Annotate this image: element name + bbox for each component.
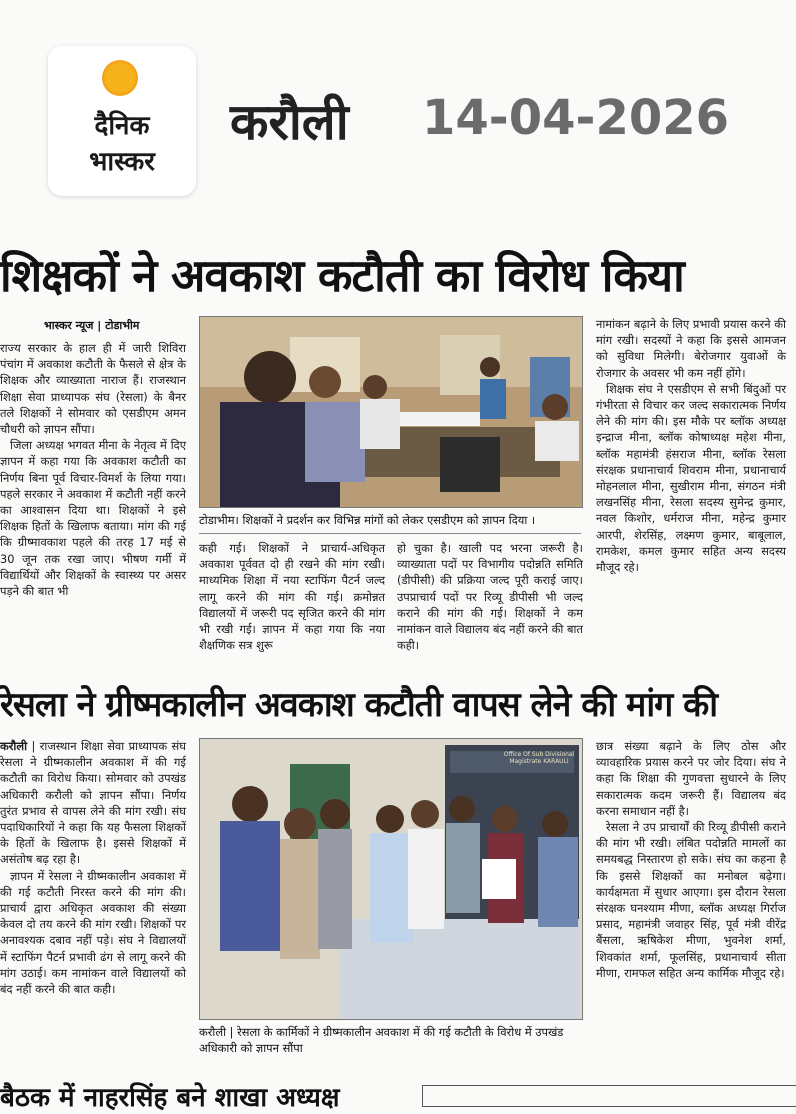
caption-divider: [199, 533, 581, 534]
teachers-meeting-sdm-image: [200, 317, 582, 507]
dainik-bhaskar-logo: [48, 46, 196, 196]
story2-col2-para2: रेसला ने उप प्राचार्यों की रिव्यू डीपीसी कराने की मांग भी रखी। लंबित पदोन्नति मामलों का समयबद्ध निस्तारण हो सके। संघ का कहना है कि इससे शिक्षकों का मनोबल बढ़ेगा। कार्यक्षमता में सुधार आएगा। इस दौरान रेसला संरक्षक घनश्याम मीणा, ब्लॉक अध्यक्ष गिर्राज प्रसाद, महामंत्री जवाहर सिंह, पूर्व मंत्री वीरेंद्र बैंसला, ऋषिकेश मीणा, भुवनेश शर्मा, शिवकांत शर्मा, फूलसिंह, प्रधानाचार्य सीता मीणा, रामफल सहित अन्य कार्मिक मौजूद रहे।: [596, 820, 786, 980]
story2-col1-para1-text: राजस्थान शिक्षा सेवा प्राध्यापक संघ रेसला ने ग्रीष्मकालीन अवकाश में की गई कटौती का विरोध किया। सोमवार को उपखंड अधिकारी करौली को ज्ञापन सौंपा। निर्णय तुरंत प्रभाव से वापस लेने की मांग रखी। संघ पदाधिकारियों ने कहा कि यह फैसला शिक्षकों के हितों के खिलाफ है। इससे शिक्षकों में असंतोष बढ़ रहा है।: [0, 739, 186, 867]
story1-col1-para2: जिला अध्यक्ष भगवत मीना के नेतृत्व में दिए ज्ञापन में कहा गया कि अवकाश कटौती का निर्णय बिना पूर्व विचार-विमर्श के लिया गया। पहले सरकार ने अवकाश में कटौती नहीं करने का आश्वासन दिया था। शिक्षकों ने इसे शिक्षक हितों के खिलाफ बताया। मांग की गई कि ग्रीष्मावकाश पहले की तरह 17 मई से 30 जून तक रखा जाए। भीषण गर्मी में विद्यार्थियों और शिक्षकों के स्वास्थ्य पर असर पड़ने की बात भी: [0, 438, 186, 599]
story1-col1-para1: राज्य सरकार के हाल ही में जारी शिविरा पंचांग में अवकाश कटौती के फैसले से क्षेत्र के शिक्षक और व्याख्याता नाराज हैं। राजस्थान शिक्षा सेवा प्राध्यापक संघ (रेसला) के बैनर तले शिक्षकों ने सोमवार को एसडीएम अमन चौधरी को ज्ञापन सौंपा।: [0, 341, 186, 437]
story1-column2: [199, 540, 385, 653]
resla-delegation-image: [200, 739, 582, 1019]
story3-headline: बैठक में नाहरसिंह बने शाखा अध्यक्ष: [0, 1083, 340, 1113]
edition-city: करौली: [230, 93, 349, 151]
adjacent-box-border: [422, 1085, 796, 1107]
logo-text-line2: भास्कर: [89, 147, 155, 177]
story1-col2-text: कही गई। शिक्षकों ने प्राचार्य-अधिकृत अवकाश पूर्ववत दो ही रखने की मांग रखी। माध्यमिक शिक्षा में नया स्टाफिंग पैटर्न जल्द लागू करने की मांग की गई। क्रमोन्नत विद्यालयों में जरूरी पद सृजित करने की मांग भी रखी गई। ज्ञापन में कहा गया कि नया शैक्षणिक सत्र शुरू: [199, 541, 385, 653]
story2-photo-caption: करौली | रेसला के कार्मिकों ने ग्रीष्मकालीन अवकाश में की गई कटौती के विरोध में उपखंड अधिकारी को ज्ञापन सौंपा: [199, 1025, 564, 1055]
story2-dateline: करौली: [0, 739, 28, 753]
story1-column1: [0, 340, 186, 599]
story2-col1-para2: ज्ञापन में रेसला ने ग्रीष्मकालीन अवकाश में की गई कटौती निरस्त करने की मांग की। प्राचार्य द्वारा अधिकृत अवकाश की संख्या केवल दो तय करने की मांग रखी। शिक्षकों पर अनावश्यक दबाव नहीं पड़े। संघ ने विद्यालयों में स्टाफिंग पैटर्न प्रभावी ढंग से लागू करने की मांग उठाई। कम नामांकन वाले विद्यालयों को बंद नहीं करने की बात कही।: [0, 868, 186, 997]
story2-col2-para1: छात्र संख्या बढ़ाने के लिए ठोस और व्यावहारिक प्रयास करने पर जोर दिया। संघ ने कहा कि शिक्षा की गुणवत्ता सुधारने के लिए सकारात्मक कदम जरूरी हैं। विद्यालय बंद करना समाधान नहीं है।: [596, 739, 786, 818]
logo-text-line1: दैनिक: [94, 111, 150, 141]
story1-headline: शिक्षकों ने अवकाश कटौती का विरोध किया: [0, 249, 684, 302]
edition-date: 14-04-2026: [422, 90, 730, 146]
story1-column3: [397, 540, 583, 653]
story2-headline: रेसला ने ग्रीष्मकालीन अवकाश कटौती वापस लेने की मांग की: [0, 685, 718, 725]
story1-col3-text: हो चुका है। खाली पद भरना जरूरी है। व्याख्याता पदों पर विभागीय पदोन्नति समिति (डीपीसी) की प्रक्रिया जल्द पूरी कराई जाए। उपप्राचार्य पदों पर रिव्यू डीपीसी भी जल्द कराने की मांग की गई। शिक्षकों ने कम नामांकन वाले विद्यालय बंद नहीं करने की बात कही।: [397, 541, 583, 653]
story2-photo: [199, 738, 583, 1020]
story1-col4-para2: शिक्षक संघ ने एसडीएम से सभी बिंदुओं पर गंभीरता से विचार कर जल्द सकारात्मक निर्णय लेने की मांग की। इस मौके पर ब्लॉक अध्यक्ष इन्द्राज मीना, ब्लॉक कोषाध्यक्ष महेश मीना, ब्लॉक महामंत्री हंसराज मीना, ब्लॉक रेसला संरक्षक प्रधानाचार्य शिवराम मीना, प्रधानाचार्य मोहनलाल मीना, सुखीराम मीना, संगठन मंत्री लखनसिंह मीना, रेसला सदस्य सुमेन्द्र कुमार, नवल किशोर, धर्मराज मीना, महेन्द्र कुमार आरपी, शेरसिंह, लक्ष्मण कुमार, बाबूलाल, रामकेश, कमल कुमार सहित अन्य सदस्य मौजूद रहे।: [596, 381, 786, 575]
story1-col4-para1: नामांकन बढ़ाने के लिए प्रभावी प्रयास करने की मांग रखी। सदस्यों ने कहा कि इससे आमजन को सुविधा मिलेगी। बेरोजगार युवाओं के रोजगार के अवसर भी कम नहीं होंगे।: [596, 317, 786, 380]
story1-photo-caption: टोडाभीम। शिक्षकों ने प्रदर्शन कर विभिन्न मांगों को लेकर एसडीएम को ज्ञापन दिया ।: [199, 513, 536, 527]
story1-byline: भास्कर न्यूज | टोडाभीम: [44, 319, 140, 332]
story1-photo: [199, 316, 583, 508]
story2-column1: [0, 738, 186, 997]
story2-column2: [596, 738, 786, 981]
sdm-office-sign: Office Of Sub Divisional Magistrate KARAULI: [503, 751, 575, 765]
story1-column4: [596, 316, 786, 575]
story2-col1-para1: करौली | राजस्थान शिक्षा सेवा प्राध्यापक संघ रेसला ने ग्रीष्मकालीन अवकाश में की गई कटौती का विरोध किया। सोमवार को उपखंड अधिकारी करौली को ज्ञापन सौंपा। निर्णय तुरंत प्रभाव से वापस लेने की मांग रखी। संघ पदाधिकारियों ने कहा कि यह फैसला शिक्षकों के हितों के खिलाफ है। इससे शिक्षकों में असंतोष बढ़ रहा है।: [0, 739, 186, 867]
sun-icon: [102, 60, 138, 96]
